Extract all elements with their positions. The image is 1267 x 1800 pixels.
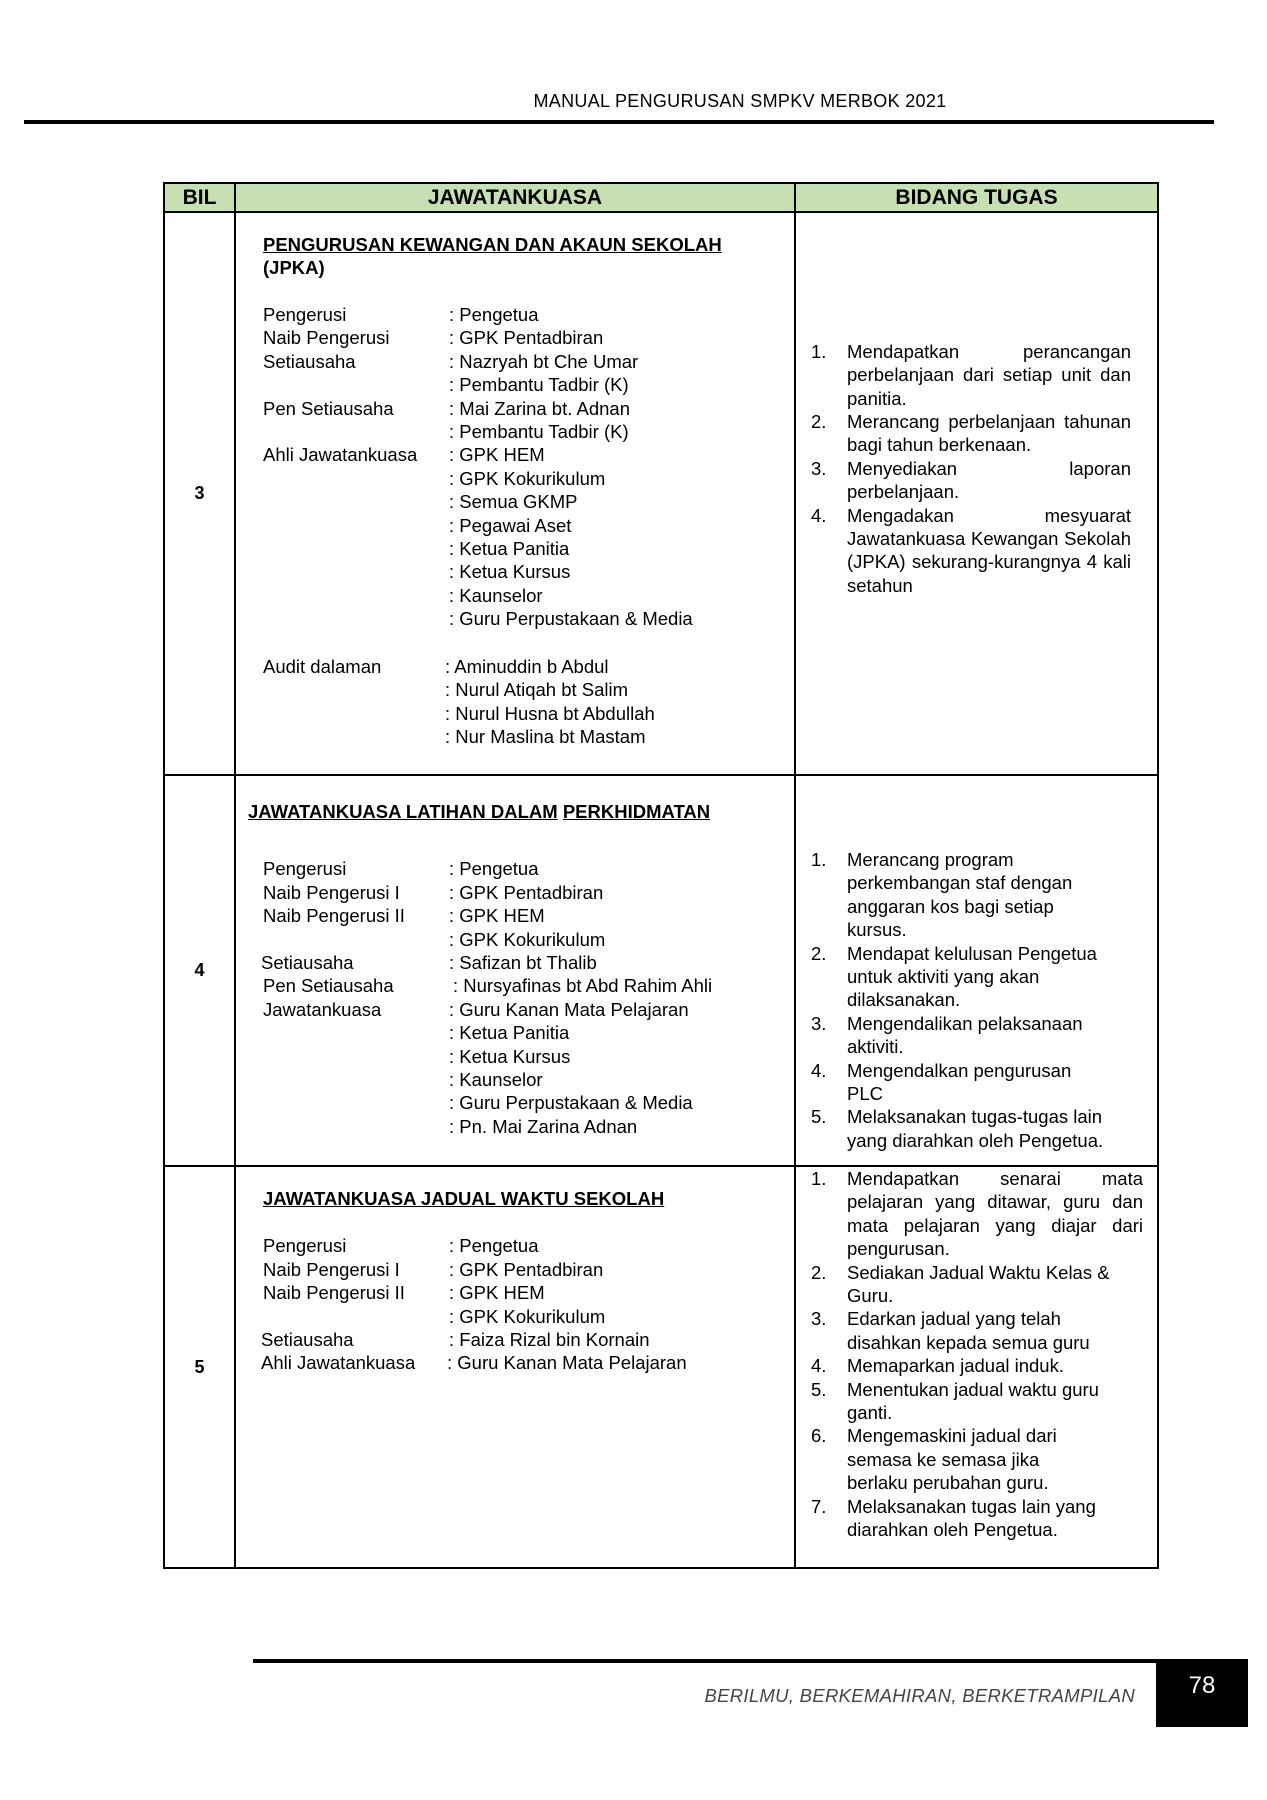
page-header-title: MANUAL PENGURUSAN SMPKV MERBOK 2021: [533, 91, 947, 111]
list-item: 4. Memaparkan jadual induk.: [811, 1355, 1064, 1377]
table-header-row: [164, 183, 1158, 212]
audit-row: : Nur Maslina bt Mastam: [445, 725, 646, 747]
list-item: 4. Mengendalkan pengurusan PLC: [811, 1059, 1072, 1105]
member-row: : Pn. Mai Zarina Adnan: [449, 1115, 638, 1137]
committee-title: PENGURUSAN KEWANGAN DAN AKAUN SEKOLAH (JPKA): [263, 234, 722, 278]
table-row: [164, 1166, 1158, 1568]
footer-rule: [253, 1659, 1157, 1663]
table-row: [164, 775, 1158, 1166]
audit-row: : Nurul Atiqah bt Salim: [445, 679, 629, 701]
list-item: 2. Sediakan Jadual Waktu Kelas & Guru.: [811, 1261, 1110, 1307]
list-item: 1. Mendapatkan perancangan perbelanjaan dari setiap unit dan panitia.: [811, 340, 1131, 409]
member-row: Pen Setiausaha : Mai Zarina bt. Adnan: [263, 397, 630, 419]
list-item: 5. Menentukan jadual waktu guru ganti.: [811, 1378, 1099, 1424]
member-row: : Guru Perpustakaan & Media: [449, 1092, 693, 1114]
member-row: Setiausaha : Faiza Rizal bin Kornain: [261, 1329, 650, 1351]
member-list: [263, 1234, 794, 1374]
header-jawatankuasa: JAWATANKUASA: [235, 183, 795, 212]
bidang-tugas-cell: [795, 775, 1158, 1166]
bil-cell: 3: [164, 212, 235, 775]
member-row: : Semua GKMP: [449, 491, 578, 513]
header-bil: BIL: [164, 183, 235, 212]
jawatankuasa-cell: [235, 1166, 795, 1568]
list-item: 1. Mendapatkan senarai mata pelajaran yang ditawar, guru dan mata pelajaran yang diajar dari pengurusan.: [811, 1168, 1143, 1260]
member-row: : Ketua Panitia: [449, 538, 570, 560]
member-row: Jawatankuasa : Guru Kanan Mata Pelajaran: [263, 998, 689, 1020]
bidang-tugas-cell: [795, 212, 1158, 775]
member-row: Ahli Jawatankuasa : Guru Kanan Mata Pelajaran: [261, 1352, 687, 1374]
list-item: 3. Edarkan jadual yang telah disahkan kepada semua guru: [811, 1308, 1090, 1353]
member-row: Naib Pengerusi I : GPK Pentadbiran: [263, 881, 604, 903]
page-number: 78: [1156, 1659, 1248, 1727]
member-row: : GPK Kokurikulum: [449, 1305, 606, 1327]
jawatankuasa-cell: [235, 212, 795, 775]
member-row: Pengerusi : Pengetua: [263, 858, 539, 880]
jawatankuasa-cell: [235, 775, 795, 1166]
task-list: [796, 1167, 1157, 1542]
audit-list: [263, 655, 794, 749]
committee-title: JAWATANKUASA LATIHAN DALAM PERKHIDMATAN: [248, 801, 711, 822]
member-row: Pen Setiausaha : Nursyafinas bt Abd Rahim Ahli: [263, 975, 713, 997]
committee-table: [163, 182, 1159, 1569]
list-item: 2. Mendapat kelulusan Pengetua untuk aktiviti yang akan dilaksanakan.: [811, 942, 1097, 1011]
list-item: 6. Mengemaskini jadual dari semasa ke semasa jika berlaku perubahan guru.: [811, 1425, 1057, 1494]
member-row: : Pembantu Tadbir (K): [449, 421, 629, 443]
list-item: 1. Merancang program perkembangan staf dengan anggaran kos bagi setiap kursus.: [811, 849, 1073, 941]
member-row: : Pembantu Tadbir (K): [449, 374, 629, 396]
task-list: [796, 340, 1157, 597]
member-row: Naib Pengerusi : GPK Pentadbiran: [263, 327, 604, 349]
member-row: Pengerusi : Pengetua: [263, 1235, 539, 1257]
list-item: 3. Menyediakan laporan perbelanjaan.: [811, 457, 1131, 503]
bidang-tugas-cell: [795, 1166, 1158, 1568]
list-item: 3. Mengendalikan pelaksanaan aktiviti.: [811, 1012, 1083, 1058]
list-item: 5. Melaksanakan tugas-tugas lain yang diarahkan oleh Pengetua.: [811, 1106, 1104, 1151]
member-row: Naib Pengerusi I : GPK Pentadbiran: [263, 1258, 604, 1280]
member-row: : Ketua Kursus: [449, 561, 571, 583]
header-bidang-tugas: BIDANG TUGAS: [795, 183, 1158, 212]
member-row: Pengerusi : Pengetua: [263, 304, 539, 325]
header-rule: [24, 120, 1214, 124]
list-item: 2. Merancang perbelanjaan tahunan bagi tahun berkenaan.: [811, 410, 1131, 456]
footer-motto: BERILMU, BERKEMAHIRAN, BERKETRAMPILAN: [704, 1685, 1135, 1706]
member-row: : GPK Kokurikulum: [449, 467, 606, 489]
member-row: Setiausaha : Nazryah bt Che Umar: [263, 350, 639, 372]
bil-cell: 5: [164, 1166, 235, 1568]
member-row: : Ketua Panitia: [449, 1022, 570, 1044]
member-row: Setiausaha : Safizan bt Thalib: [261, 952, 597, 974]
table-row: [164, 212, 1158, 775]
member-row: : Guru Perpustakaan & Media: [449, 608, 693, 630]
bil-cell: 4: [164, 775, 235, 1166]
member-row: : Kaunselor: [449, 1069, 543, 1091]
audit-row: : Nurul Husna bt Abdullah: [445, 702, 655, 724]
member-row: Naib Pengerusi II : GPK HEM: [263, 905, 545, 927]
list-item: 7. Melaksanakan tugas lain yang diarahkan oleh Pengetua.: [811, 1495, 1096, 1541]
member-row: Ahli Jawatankuasa : GPK HEM: [263, 444, 545, 466]
committee-title: JAWATANKUASA JADUAL WAKTU SEKOLAH: [263, 1188, 665, 1209]
member-list: [263, 303, 794, 631]
member-row: : Kaunselor: [449, 584, 543, 606]
member-list: [248, 857, 794, 1138]
member-row: : GPK Kokurikulum: [449, 928, 606, 950]
member-row: : Pegawai Aset: [449, 514, 572, 536]
audit-row: Audit dalaman : Aminuddin b Abdul: [263, 655, 609, 677]
list-item: 4. Mengadakan mesyuarat Jawatankuasa Kewangan Sekolah (JPKA) sekurang-kurangnya 4 kali setahun: [811, 504, 1131, 596]
task-list: [796, 848, 1157, 1152]
member-row: : Ketua Kursus: [449, 1045, 571, 1067]
member-row: Naib Pengerusi II : GPK HEM: [263, 1282, 545, 1304]
